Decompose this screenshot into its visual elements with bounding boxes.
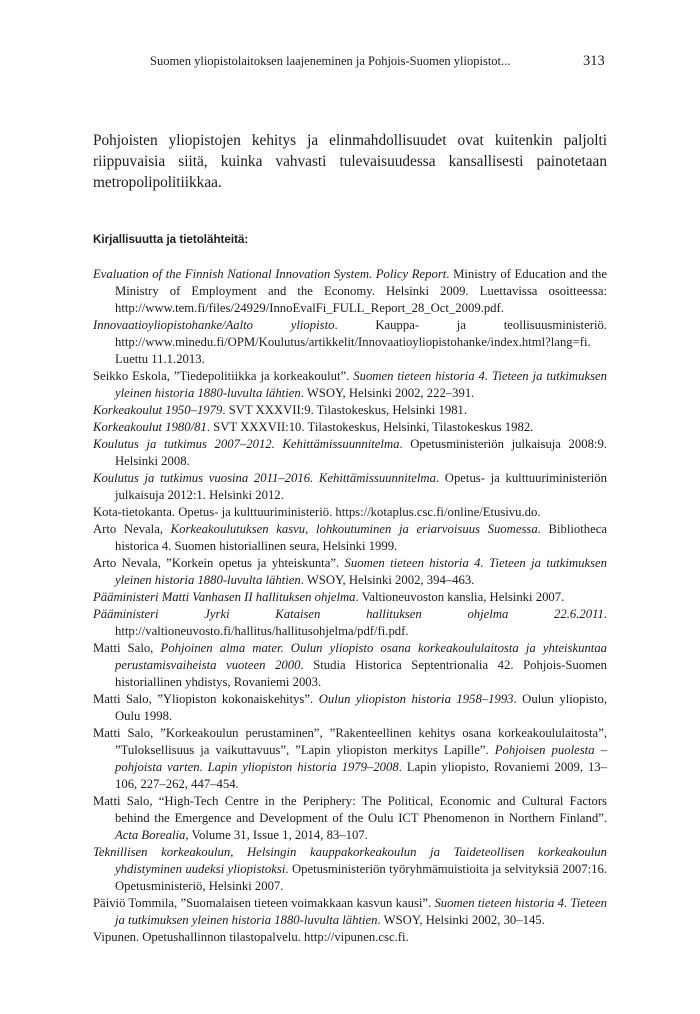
- reference-text: . Opetus- ja kulttuuriministeriön julkaisuja 2012:1. Helsinki 2012.: [115, 471, 607, 502]
- reference-text: Arto Nevala,: [93, 522, 171, 536]
- reference-title: Oulun yliopiston historia 1958–1993: [318, 692, 514, 706]
- reference-title: Suomen tieteen historia 4. Tieteen ja tutkimuksen yleinen historia 1880-luvulta lähtien: [115, 369, 607, 400]
- running-header: [0, 54, 700, 74]
- reference-text: . Oulun yliopisto, Oulu 1998.: [115, 692, 607, 723]
- reference-entry: [93, 606, 607, 640]
- reference-title: Pohjoisen puolesta – pohjoista varten. Lapin yliopiston historia 1979–2008: [115, 743, 607, 774]
- reference-title: Korkeakoulutuksen kasvu, lohkoutuminen ja eriarvoisuus Suomessa: [170, 522, 538, 536]
- reference-title: Korkeakoulut 1980/81: [93, 420, 207, 434]
- reference-title: Evaluation of the Finnish National Innovation System. Policy Report: [93, 267, 447, 281]
- section-heading: Kirjallisuutta ja tietolähteitä:: [93, 233, 249, 246]
- reference-title: Acta Borealia,: [115, 828, 189, 842]
- reference-entry: [93, 895, 607, 929]
- reference-title: Korkeakoulut 1950–1979: [93, 403, 223, 417]
- reference-entry: [93, 793, 607, 844]
- reference-text: . Lapin yliopisto, Rovaniemi 2009, 13–106, 227–262, 447–454.: [115, 760, 607, 791]
- reference-text: Vipunen. Opetushallinnon tilastopalvelu. http://vipunen.csc.fi.: [93, 930, 409, 944]
- reference-text: Matti Salo, ”Korkeakoulun perustaminen”, ”Rakenteellinen kehitys osana korkeakoululaitosta”, ”Tuloksellisuus ja vaikuttavuus”, ”Lapin yliopiston merkitys Lapille”.: [93, 726, 607, 757]
- reference-entry: [93, 691, 607, 725]
- reference-text: Arto Nevala, ”Korkein opetus ja yhteiskunta”.: [93, 556, 345, 570]
- reference-entry: [93, 504, 607, 521]
- reference-title: Innovaatioyliopistohanke/Aalto yliopisto: [93, 318, 335, 332]
- reference-text: . SVT XXXVII:10. Tilastokeskus, Helsinki, Tilastokeskus 1982.: [206, 420, 534, 434]
- reference-text: . Studia Historica Septentrionalia 42. Pohjois-Suomen historiallinen yhdistys, Rovaniemi 2003.: [115, 658, 607, 689]
- reference-title: Koulutus ja tutkimus 2007–2012. Kehittämissuunnitelma: [93, 437, 400, 451]
- reference-text: Matti Salo, “High-Tech Centre in the Periphery: The Political, Economic and Cultural Factors behind the Emergence and Development of the Oulu ICT Phenomenon in Northern Finland”.: [93, 794, 607, 825]
- running-title: Suomen yliopistolaitoksen laajeneminen ja Pohjois-Suomen yliopistot...: [150, 54, 511, 68]
- reference-entry: [93, 725, 607, 793]
- reference-text: Matti Salo, ”Yliopiston kokonaiskehitys”.: [93, 692, 319, 706]
- reference-text: . Ministry of Education and the Ministry of Employment and the Economy. Helsinki 2009. Luettavissa osoitteessa: http://www.tem.fi/files/24929/InnoEvalFi_FULL_Report_28_Oct_2009.pdf.: [115, 267, 607, 315]
- reference-text: . WSOY, Helsinki 2002, 30–145.: [377, 913, 545, 927]
- reference-text: . http://valtioneuvosto.fi/hallitus/hallitusohjelma/pdf/fi.pdf.: [115, 607, 607, 638]
- reference-text: Volume 31, Issue 1, 2014, 83–107.: [188, 828, 368, 842]
- reference-entry: [93, 419, 607, 436]
- reference-title: Suomen tieteen historia 4. Tieteen ja tutkimuksen yleinen historia 1880-luvulta lähtien: [115, 556, 608, 587]
- reference-entry: [93, 266, 607, 317]
- reference-text: . WSOY, Helsinki 2002, 394–463.: [300, 573, 475, 587]
- reference-entry: [93, 589, 607, 606]
- reference-title: Pohjoinen alma mater. Oulun yliopisto osana korkeakoululaitosta ja yhteiskuntaa perustamisvaiheista vuoteen 2000: [115, 641, 608, 672]
- reference-text: Seikko Eskola, ”Tiedepolitiikka ja korkeakoulut”.: [93, 369, 354, 383]
- reference-list: [93, 266, 607, 946]
- reference-title: Teknillisen korkeakoulun, Helsingin kauppakorkeakoulun ja Taideteollisen korkeakoulun yhdistyminen uudeksi yliopistoksi: [93, 845, 607, 876]
- reference-entry: [93, 368, 607, 402]
- reference-text: . Opetusministeriön työryhmämuistioita ja selvityksiä 2007:16. Opetusministeriö, Helsinki 2007.: [115, 862, 607, 893]
- reference-title: Koulutus ja tutkimus vuosina 2011–2016. Kehittämissuunnitelma: [93, 471, 436, 485]
- intro-paragraph: Pohjoisten yliopistojen kehitys ja elinmahdollisuudet ovat kuitenkin paljolti riippuvaisia siitä, kuinka vahvasti tulevaisuudessa kansallisesti painotetaan metropolipolitiikkaa.: [93, 132, 607, 191]
- page-number: 313: [583, 53, 605, 69]
- reference-title: Pääministeri Jyrki Kataisen hallituksen ohjelma 22.6.2011: [93, 607, 604, 621]
- reference-entry: [93, 640, 607, 691]
- reference-entry: [93, 555, 607, 589]
- reference-title: Suomen tieteen historia 4. Tieteen ja tutkimuksen yleinen historia 1880-luvulta lähtien: [115, 896, 608, 927]
- reference-text: Matti Salo,: [93, 641, 161, 655]
- reference-entry: [93, 436, 607, 470]
- reference-text: . WSOY, Helsinki 2002, 222–391.: [300, 386, 475, 400]
- reference-entry: [93, 470, 607, 504]
- reference-entry: [93, 929, 607, 946]
- reference-entry: [93, 402, 607, 419]
- reference-text: . SVT XXXVII:9. Tilastokeskus, Helsinki 1981.: [222, 403, 468, 417]
- reference-text: . Kauppa- ja teollisuusministeriö. http://www.minedu.fi/OPM/Koulutus/artikkelit/Innovaatioyliopistohanke/index.html?lang=fi. Luettu 11.1.2013.: [115, 318, 607, 366]
- reference-entry: [93, 317, 607, 368]
- reference-text: . Valtioneuvoston kanslia, Helsinki 2007.: [355, 590, 565, 604]
- reference-entry: [93, 844, 607, 895]
- reference-text: . Opetusministeriön julkaisuja 2008:9. Helsinki 2008.: [115, 437, 607, 468]
- reference-entry: [93, 521, 607, 555]
- reference-title: Pääministeri Matti Vanhasen II hallituksen ohjelma: [93, 590, 356, 604]
- reference-text: Päiviö Tommila, ”Suomalaisen tieteen voimakkaan kasvun kausi”.: [93, 896, 435, 910]
- reference-text: Kota-tietokanta. Opetus- ja kulttuuriministeriö. https://kotaplus.csc.fi/online/Etusivu.do.: [93, 505, 541, 519]
- reference-text: . Bibliotheca historica 4. Suomen historiallinen seura, Helsinki 1999.: [115, 522, 607, 553]
